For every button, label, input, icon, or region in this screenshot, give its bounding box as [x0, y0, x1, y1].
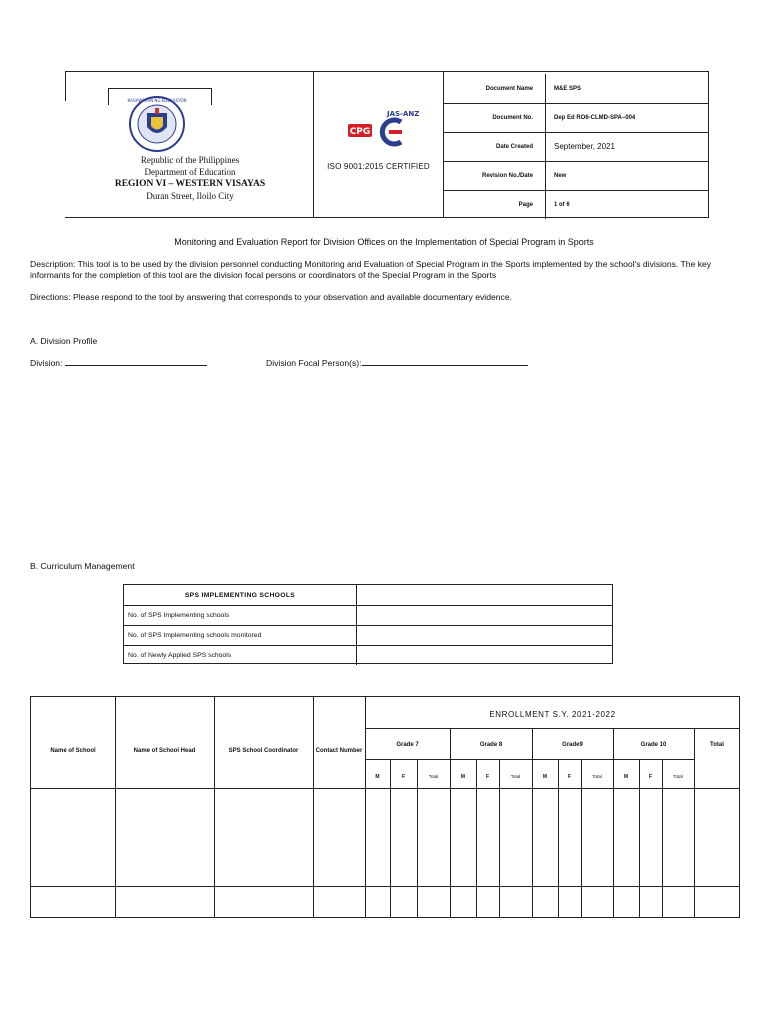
grade-10-header: Grade 10: [640, 742, 667, 748]
focal-person-label: Division Focal Person(s):: [266, 358, 362, 368]
table-row: [124, 625, 612, 646]
doc-key: Document No.: [492, 114, 533, 121]
cpg-certification-logo: [345, 108, 420, 150]
doc-key: Date Created: [495, 143, 533, 150]
jas-anz-label: JAS-ANZ: [387, 110, 420, 118]
sub-f: F: [648, 774, 653, 780]
sub-f: F: [401, 774, 406, 780]
table-row: [124, 645, 612, 665]
sub-total: Total: [510, 774, 521, 779]
directions-paragraph: Directions: Please respond to the tool by answering that corresponds to your observation and available documentary evidence.: [30, 292, 513, 302]
doc-value: M&E SPS: [554, 85, 582, 92]
section-b-heading: B. Curriculum Management: [30, 561, 135, 571]
report-title: Monitoring and Evaluation Report for Division Offices on the Implementation of Special Program in Sports: [174, 237, 594, 247]
sub-m: M: [542, 774, 548, 780]
col-name-of-school: Name of School: [50, 748, 96, 754]
sub-total: Total: [673, 774, 683, 779]
region-line: REGION VI – WESTERN VISAYAS: [114, 179, 266, 189]
doc-row-page: [444, 190, 708, 219]
republic-line: Republic of the Philippines: [140, 155, 240, 165]
doc-key: Revision No./Date: [481, 172, 533, 179]
division-label: Division:: [30, 358, 63, 368]
sps-implementing-table: [123, 584, 613, 664]
division-input-line[interactable]: [65, 357, 207, 366]
doc-value: Dep Ed RO6-CLMD-SPA–004: [554, 114, 636, 121]
sps-row-label: No. of Newly Applied SPS schools: [124, 645, 357, 665]
doc-row-number: [444, 103, 708, 133]
sps-row-label: No. of SPS Implementing schools: [124, 605, 357, 625]
cpg-label: CPG: [349, 127, 371, 137]
table-row: [124, 585, 612, 606]
doc-key: Page: [518, 201, 533, 208]
sub-total: Total: [592, 774, 602, 779]
sub-m: M: [623, 774, 629, 780]
doc-row-revision: [444, 161, 708, 191]
header-left-border: [65, 71, 66, 101]
deped-seal-icon: [118, 95, 196, 153]
iso-certified-label: ISO 9001:2015 CERTIFIED: [327, 162, 430, 171]
division-field-row: [30, 357, 207, 368]
doc-value: September, 2021: [554, 142, 615, 151]
col-sps-coordinator: SPS School Coordinator: [228, 748, 299, 754]
doc-key: Document Name: [485, 85, 533, 92]
sub-f: F: [567, 774, 572, 780]
seal-arc-label: KAGAWARAN NG EDUKASYON: [127, 98, 187, 103]
focal-field-row: [266, 357, 528, 368]
col-contact-number: Contact Number: [315, 748, 363, 754]
total-header: Total: [710, 742, 724, 748]
sub-total: Total: [428, 774, 439, 779]
grade-9-header: Grade9: [562, 742, 583, 748]
description-paragraph: Description: This tool is to be used by the division personnel conducting Monitoring and Evaluation of Special Program in the Sports implemented by the school's divisions. The key informants for the completion of this tool are the division focal persons or coordinators of the Special Program in the Sports: [30, 259, 712, 280]
sps-table-header: SPS IMPLEMENTING SCHOOLS: [124, 585, 357, 605]
enrollment-title: ENROLLMENT S.Y. 2021-2022: [489, 710, 616, 719]
doc-row-date: [444, 132, 708, 162]
grade-8-header: Grade 8: [479, 742, 503, 748]
doc-row-name: [444, 74, 708, 104]
section-a-heading: A. Division Profile: [30, 336, 98, 346]
enrollment-table: [30, 696, 740, 918]
col-school-head: Name of School Head: [133, 748, 196, 754]
sub-m: M: [375, 774, 380, 780]
grade-7-header: Grade 7: [396, 742, 419, 748]
sps-row-label: No. of SPS Implementing schools monitored: [124, 625, 357, 645]
doc-value: 1 of 6: [554, 201, 570, 208]
doc-value: New: [554, 172, 567, 179]
sub-m: M: [460, 774, 466, 780]
table-row: [124, 605, 612, 626]
sub-f: F: [485, 774, 490, 780]
department-line: Department of Education: [144, 167, 236, 177]
focal-person-input-line[interactable]: [362, 357, 528, 366]
address-line: Duran Street, Iloilo City: [146, 191, 234, 201]
